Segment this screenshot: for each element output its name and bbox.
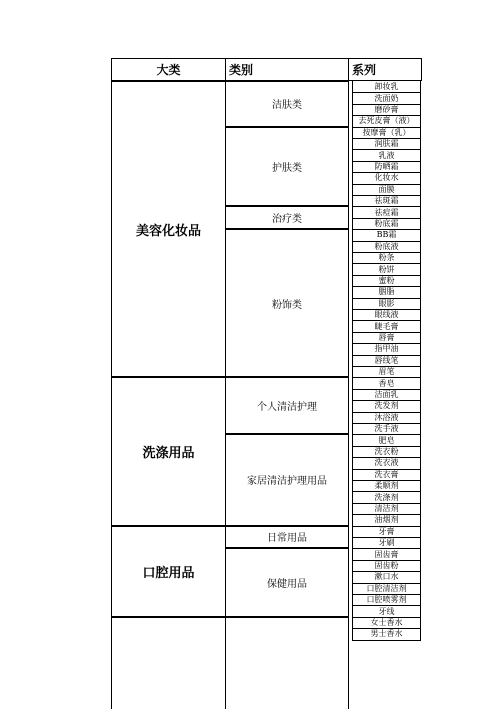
category-cell: 美容化妆品 [111,81,226,377]
series-item: 肥皂 [352,434,421,446]
series-item: 口腔喷雾剂 [352,594,421,606]
series-item: 固齿粉 [352,560,421,572]
category-cell [111,617,226,709]
subcategory-cell [225,617,349,709]
series-item: 油烟剂 [352,514,421,526]
series-item: 牙刷 [352,537,421,549]
series-item: 粉条 [352,252,421,264]
series-item: 洁面乳 [352,389,421,401]
header-type: 类别 [225,58,349,81]
series-item: 洗涤剂 [352,491,421,503]
series-item: 卸妆乳 [352,81,421,93]
series-item: 洗发剂 [352,400,421,412]
series-item: 去死皮膏（液） [352,115,421,127]
subcategory-cell: 日常用品 [225,526,349,549]
series-item: 香皂 [352,377,421,389]
series-item: 牙线 [352,605,421,617]
series-item: 洗手液 [352,423,421,435]
subcategory-cell: 家居清洁护理用品 [225,434,349,525]
series-item: 指甲油 [352,343,421,355]
series-item: 粉饼 [352,263,421,275]
series-item: 蜜粉 [352,275,421,287]
subcategory-cell: 护肤类 [225,127,349,207]
category-cell: 口腔用品 [111,526,226,617]
header-major: 大类 [111,58,226,81]
series-item: 磨砂膏 [352,104,421,116]
series-item: 祛斑霜 [352,195,421,207]
series-item: 按摩膏（乳） [352,127,421,139]
series-item: 润肤霜 [352,138,421,150]
series-item: 睫毛膏 [352,320,421,332]
series-item: 固齿膏 [352,548,421,560]
series-item: 化妆水 [352,172,421,184]
series-item: 口腔清洁剂 [352,583,421,595]
series-item: 牙膏 [352,526,421,538]
series-item: 柔顺剂 [352,480,421,492]
subcategory-cell: 洁肤类 [225,81,349,127]
header-series: 系列 [348,58,422,81]
subcategory-cell: 保健用品 [225,548,349,616]
series-item: 眼影 [352,298,421,310]
series-item: 沐浴液 [352,412,421,424]
series-item: 洗衣液 [352,457,421,469]
series-item: 胭脂 [352,286,421,298]
series-item: 粉底液 [352,241,421,253]
series-item: 粉底霜 [352,218,421,230]
series-item: 女士香水 [352,617,421,629]
series-item: 眉笔 [352,366,421,378]
subcategory-cell: 治疗类 [225,206,349,229]
series-item: BB霜 [352,229,421,241]
series-item: 祛痘霜 [352,206,421,218]
series-item: 乳液 [352,149,421,161]
series-item: 洗衣粉 [352,446,421,458]
series-item: 防晒霜 [352,161,421,173]
series-item: 唇膏 [352,332,421,344]
category-cell: 洗涤用品 [111,377,226,525]
series-item: 洗面奶 [352,92,421,104]
subcategory-cell: 粉饰类 [225,229,349,377]
series-item: 洗衣膏 [352,469,421,481]
series-item: 唇线笔 [352,355,421,367]
series-item: 眼线液 [352,309,421,321]
series-item: 面膜 [352,184,421,196]
subcategory-cell: 个人清洁护理 [225,377,349,434]
series-item: 漱口水 [352,571,421,583]
series-item: 男士香水 [352,628,421,640]
series-item: 清洁剂 [352,503,421,515]
